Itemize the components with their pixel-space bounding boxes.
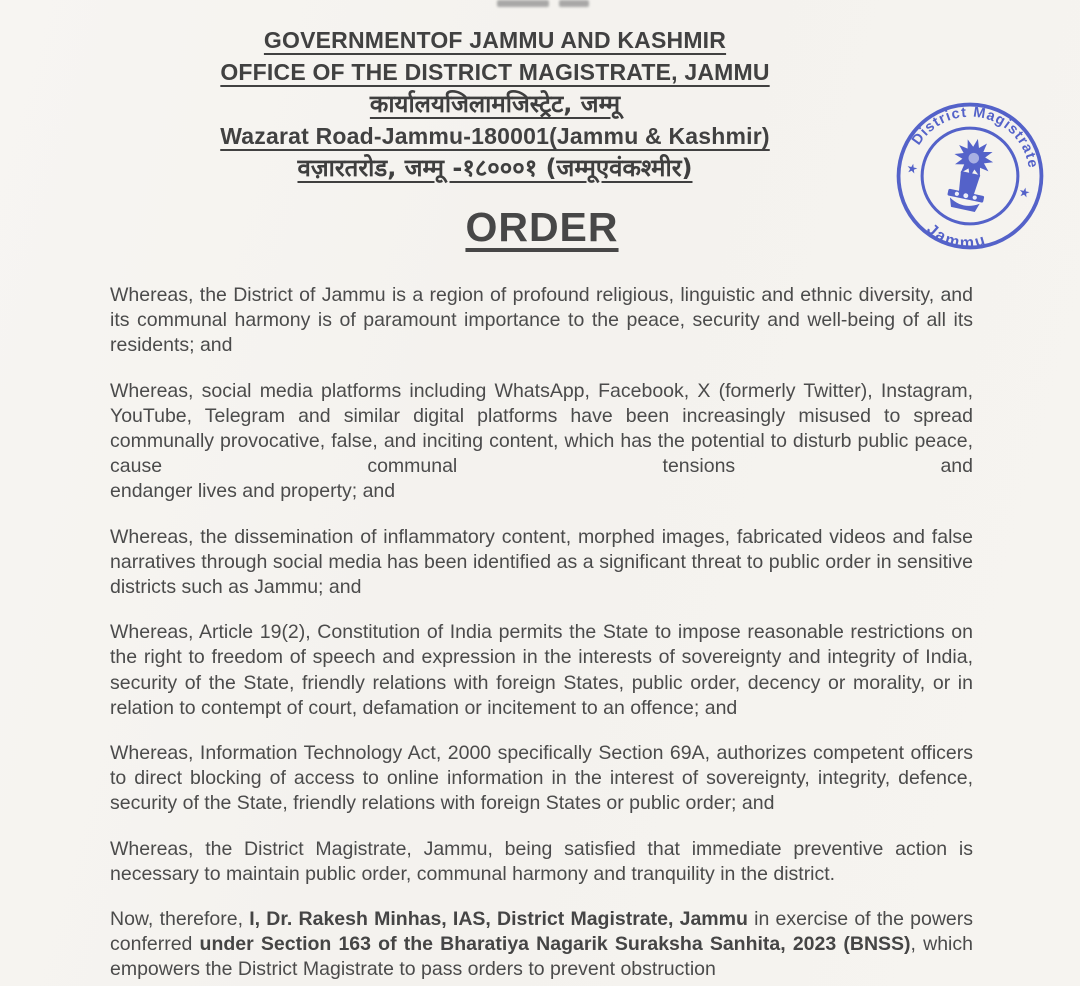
paragraph: Whereas, Article 19(2), Constitution of India permits the State to impose reasonable restrictions on the right to freedom of speech and expression in the interests of sovereignty and integrity of India, security of the State, friendly relations with foreign States, public order, decency or morality, or in relation to contempt of court, defamation or incitement to an offence; and [110, 621, 973, 719]
paragraph: Whereas, the District of Jammu is a region of profound religious, linguistic and ethnic diversity, and its communal harmony is of paramount importance to the peace, security and well-being of all its residents; and [110, 284, 973, 357]
stamp-bottom-text: Jammu [923, 220, 990, 253]
stamp-top-text: District Magistrate [908, 104, 1041, 171]
paragraph: Whereas, Information Technology Act, 2000 specifically Section 69A, authorizes competent officers to direct blocking of access to online information in the interest of sovereignty, integrity, defence, security of the State, friendly relations with foreign States or public order; and [110, 742, 973, 815]
order-body [110, 283, 973, 983]
letterhead-line-address: Wazarat Road-Jammu-180001(Jammu & Kashmir) [220, 123, 770, 149]
star-icon: ★ [1017, 184, 1032, 202]
letterhead-line-government: GOVERNMENTOF JAMMU AND KASHMIR [263, 27, 727, 53]
letterhead-line-address-hindi: वज़ारतरोड, जम्मू -१८०००१ (जम्मूएवंकश्मीर) [297, 154, 693, 182]
order-title: ORDER [465, 204, 619, 250]
paragraph: Now, therefore, I, Dr. Rakesh Minhas, IAS, District Magistrate, Jammu in exercise of the powers conferred under Section 163 of the Bharatiya Nagarik Suraksha Sanhita, 2023 (BNSS), which empowers the District Magistrate to pass orders to prevent obstruction [110, 908, 973, 981]
star-icon: ★ [904, 160, 920, 178]
ashoka-lion-capital-icon [944, 135, 998, 214]
letterhead-line-office-hindi: कार्यालयजिलामजिस्ट्रेट, जम्मू [369, 90, 621, 118]
letterhead [0, 24, 990, 184]
scan-artifact [497, 0, 589, 9]
paragraph: Whereas, the District Magistrate, Jammu, being satisfied that immediate preventive action is necessary to maintain public order, communal harmony and tranquility in the district. [110, 837, 973, 885]
paragraph: Whereas, social media platforms including WhatsApp, Facebook, X (formerly Twitter), Instagram, YouTube, Telegram and similar digital platforms have been increasingly misused to spread communally provocative, false, and inciting content, which has the potential to disturb public peace, cause communal tensions and endanger lives and property; and [110, 379, 973, 505]
letterhead-line-office: OFFICE OF THE DISTRICT MAGISTRATE, JAMMU [220, 59, 770, 85]
paragraph-tail-line: endanger lives and property; and [110, 480, 396, 503]
paragraph: Whereas, the dissemination of inflammatory content, morphed images, fabricated videos and false narratives through social media has been identified as a significant threat to public order in sensitive districts such as Jammu; and [110, 525, 973, 599]
